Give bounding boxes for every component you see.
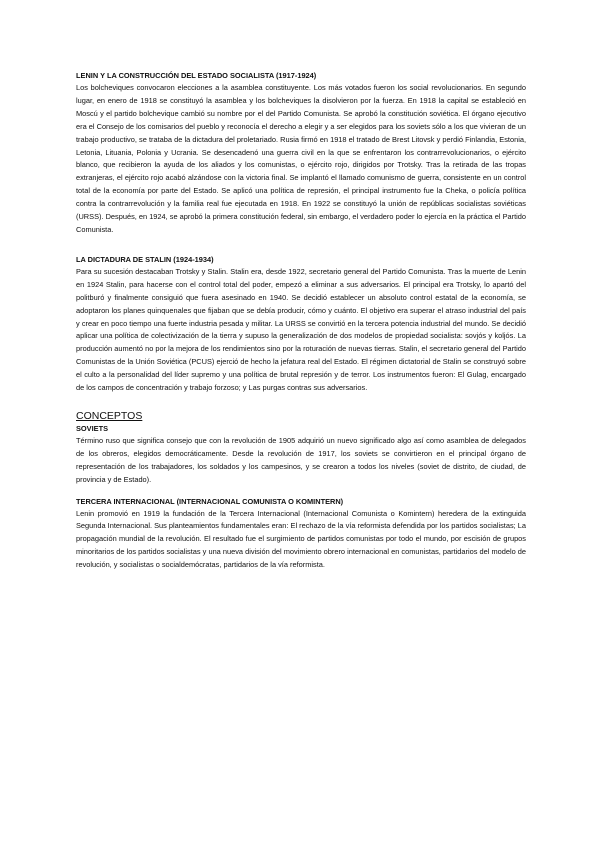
section-title-tercera: TERCERA INTERNACIONAL (INTERNACIONAL COMUNISTA O KOMINTERN) [76, 496, 344, 506]
section-conceptos [76, 409, 526, 423]
conceptos-title: CONCEPTOS [76, 409, 143, 422]
document-page [76, 70, 526, 572]
section-title-stalin: LA DICTADURA DE STALIN (1924-1934) [76, 254, 214, 264]
section-body-soviets: Término ruso que significa consejo que con la revolución de 1905 adquirió un nuevo significado algo así como asamblea de delegados de los obreros, elegidos democráticamente. Desde la revolución de 1917, los soviets se convirtieron en el principal órgano de representación de los trabajadores, los soldados y los campesinos, y se crearon a todos los niveles (soviet de distrito, de ciudad, de provincia y de Estado). [76, 435, 526, 484]
section-title-soviets: SOVIETS [76, 423, 109, 433]
section-lenin [76, 70, 526, 237]
section-soviets [76, 423, 526, 487]
section-body-lenin: Los bolcheviques convocaron elecciones a la asamblea constituyente. Los más votados fueron los social revolucionarios. En segundo lugar, en enero de 1918 se constituyó la asamblea y los bolcheviques la disolvieron por la fuerza. En 1918 la capital se estableció en Moscú y el partido bolchevique cambió su nombre por el del Partido Comunista. Se aprobó la constitución soviética. El órgano ejecutivo era el Consejo de los comisarios del pueblo y reconocía el derecho a elegir y a ser elegidos para los soviets sólo a los que vivieran de un trabajo productivo, se trataba de la dictadura del proletariado. Rusia firmó en 1918 el tratado de Brest Litovsk y perdió Finlandia, Estonia, Letonia, Lituania, Polonia y Ucrania. Se desencadenó una guerra civil en la que se enfrentaron los contrarrevolucionarios, o ejército blanco, que recibieron la ayuda de los aliados y los comunistas, o ejército rojo, dirigidos por Trotsky. Tras la retirada de las tropas extranjeras, el ejército rojo acabó alzándose con la victoria final. Se implantó el llamado comunismo de guerra, consistente en un control total de la economía por parte del Estado. Se aplicó una política de represión, el principal instrumento fue la Cheka, o policía política contra la contrarrevolución y la familia real fue ejecutada en 1918. En 1922 se constituyó la unión de repúblicas socialistas soviéticas (URSS). Después, en 1924, se aprobó la primera constitución federal, sin embargo, el verdadero poder lo ejercía en la práctica el Partido Comunista. [76, 83, 526, 234]
section-title-lenin: LENIN Y LA CONSTRUCCIÓN DEL ESTADO SOCIALISTA (1917-1924) [76, 71, 317, 80]
section-body-stalin: Para su sucesión destacaban Trotsky y Stalin. Stalin era, desde 1922, secretario general del Partido Comunista. Tras la muerte de Lenin en 1924 Stalin, para hacerse con el control total del poder, empezó a eliminar a sus adversarios. El principal era Trotsky, lo apartó del politburó y finalmente consiguió que fuera asesinado en 1940. Se decidió establecer un absoluto control estatal de la economía, se adoptaron los planes quinquenales que fijaban que se debía producir, cómo y cuánto. El objetivo era superar el atraso industrial del país y crear en poco tiempo una fuerte industria pesada y militar. La URSS se convirtió en la tercera potencia industrial del mundo. Se decidió aplicar una política de colectivización de la tierra y supuso la generalización de dos modelos de propiedad socialista: sovjós y koljós. La producción aumentó no por la mejora de los rendimientos sino por la roturación de nuevas tierras. Stalin, el secretario general del Partido Comunistas de la Unión Soviética (PCUS) ejerció de hecho la jefatura real del Estado. El régimen dictatorial de Stalin se construyó sobre el culto a la personalidad del líder supremo y una política de brutal represión y de terror. Los instrumentos fueron: El Gulag, encargado de los campos de concentración y trabajo forzoso; y Las purgas contras sus adversarios. [76, 266, 526, 393]
section-body-tercera: Lenin promovió en 1919 la fundación de la Tercera Internacional (Internacional Comunista o Komintern) heredera de la extinguida Segunda Internacional. Sus planteamientos fundamentales eran: El rechazo de la vía reformista defendida por los partidos socialistas; La propagación mundial de la revolución. El resultado fue el surgimiento de partidos comunistas por todo el mundo, por escisión de grupos minoritarios de los partidos socialistas y una nueva división del movimiento obrero internacional en comunistas, partidarios del modelo de revolución, y socialistas o socialdemócratas, partidarios de la vía reformista. [76, 508, 526, 570]
section-stalin [76, 254, 526, 395]
section-tercera [76, 496, 526, 573]
